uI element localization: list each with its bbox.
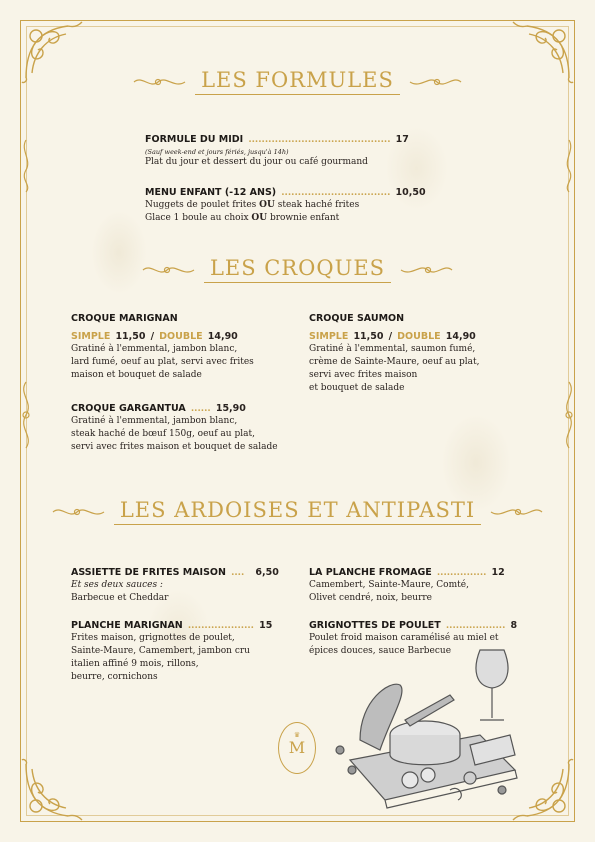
planche-marignan	[71, 613, 272, 684]
simple-label: SIMPLE	[309, 331, 349, 342]
section-heading: LES ARDOISES ET ANTIPASTI	[114, 498, 481, 525]
section-heading: LES FORMULES	[195, 68, 400, 95]
item-price: 17	[395, 134, 409, 145]
item-description: épices douces, sauce Barbecue	[309, 646, 452, 656]
formule-midi	[145, 127, 409, 169]
side-ornament-icon	[16, 130, 36, 200]
double-label: DOUBLE	[159, 331, 203, 342]
leader-dots: .................................	[281, 187, 391, 198]
item-name: PLANCHE MARIGNAN	[71, 620, 183, 631]
section-title-formules	[0, 68, 595, 95]
leader-dots: ....	[231, 567, 245, 578]
item-description: Camembert, Sainte-Maure, Comté,	[309, 580, 469, 590]
section-title-croques	[0, 256, 595, 283]
scroll-ornament-icon	[489, 503, 544, 521]
planche-fromage	[309, 560, 505, 605]
item-note: (Sauf week-end et jours fériés, jusqu'à 14h)	[145, 148, 289, 156]
desc-text: Nuggets de poulet frites	[145, 200, 260, 210]
logo-letter: M	[288, 738, 306, 757]
item-description: crème de Sainte-Maure, oeuf au plat,	[309, 357, 480, 367]
corner-flourish-icon	[18, 754, 88, 824]
item-price: 6,50	[255, 567, 279, 578]
scroll-ornament-icon	[51, 503, 106, 521]
menu-enfant	[145, 180, 426, 225]
scroll-ornament-icon	[408, 73, 463, 91]
croque-saumon	[309, 313, 480, 395]
item-description: lard fumé, oeuf au plat, servi avec frites	[71, 357, 254, 367]
leader-dots: ..................	[445, 620, 506, 631]
side-ornament-icon	[559, 380, 579, 450]
item-price: 15,90	[215, 403, 246, 414]
item-price: 11,50	[115, 331, 146, 342]
desc-text: steak haché frites	[274, 200, 360, 210]
item-price: 8	[510, 620, 518, 631]
croque-marignan	[71, 313, 254, 382]
restaurant-logo	[278, 722, 316, 774]
item-description: italien affiné 9 mois, rillons,	[71, 659, 199, 669]
item-description: Gratiné à l'emmental, saumon fumé,	[309, 344, 476, 354]
item-description: Gratiné à l'emmental, jambon blanc,	[71, 344, 238, 354]
scroll-ornament-icon	[399, 261, 454, 279]
item-name: ASSIETTE DE FRITES MAISON	[71, 567, 226, 578]
item-price: 15	[259, 620, 273, 631]
assiette-frites	[71, 560, 279, 605]
item-description: beurre, cornichons	[71, 672, 158, 682]
item-description: Poulet froid maison caramélisé au miel et	[309, 633, 499, 643]
item-description: Sainte-Maure, Camembert, jambon cru	[71, 646, 250, 656]
or-label: OU	[259, 200, 275, 210]
desc-text: brownie enfant	[267, 213, 340, 223]
item-description: steak haché de bœuf 150g, oeuf au plat,	[71, 429, 255, 439]
item-price: 10,50	[395, 187, 426, 198]
item-note: Et ses deux sauces :	[71, 580, 163, 590]
leader-dots: ...............	[436, 567, 487, 578]
item-description: Plat du jour et dessert du jour ou café gourmand	[145, 157, 368, 167]
item-description: Olivet cendré, noix, beurre	[309, 593, 433, 603]
croque-gargantua	[71, 396, 278, 454]
separator: /	[388, 331, 393, 342]
item-price: 14,90	[207, 331, 238, 342]
item-name: CROQUE SAUMON	[309, 313, 405, 324]
item-name: LA PLANCHE FROMAGE	[309, 567, 432, 578]
leader-dots: ....................	[187, 620, 254, 631]
item-description: et bouquet de salade	[309, 383, 405, 393]
scroll-ornament-icon	[141, 261, 196, 279]
item-description	[145, 212, 426, 225]
desc-text: Glace 1 boule au choix	[145, 213, 252, 223]
item-name: MENU ENFANT (-12 ANS)	[145, 187, 277, 198]
item-description: servi avec frites maison	[309, 370, 418, 380]
item-description: servi avec frites maison et bouquet de salade	[71, 442, 278, 452]
separator: /	[150, 331, 155, 342]
item-description	[145, 199, 426, 212]
cheese-board-illustration	[330, 640, 525, 810]
double-label: DOUBLE	[397, 331, 441, 342]
item-name: CROQUE MARIGNAN	[71, 313, 178, 324]
item-price: 14,90	[445, 331, 476, 342]
item-price: 12	[491, 567, 505, 578]
leader-dots: ...........................................	[248, 134, 391, 145]
item-name: FORMULE DU MIDI	[145, 134, 244, 145]
item-description: Frites maison, grignottes de poulet,	[71, 633, 235, 643]
side-ornament-icon	[559, 130, 579, 200]
side-ornament-icon	[16, 380, 36, 450]
leader-dots: ......	[190, 403, 211, 414]
scroll-ornament-icon	[132, 73, 187, 91]
item-name: CROQUE GARGANTUA	[71, 403, 186, 414]
crown-icon: ♛	[293, 731, 301, 739]
item-description: Barbecue et Cheddar	[71, 593, 169, 603]
or-label: OU	[251, 213, 268, 223]
simple-label: SIMPLE	[71, 331, 111, 342]
section-title-ardoises	[0, 498, 595, 525]
item-price: 11,50	[353, 331, 384, 342]
item-description: maison et bouquet de salade	[71, 370, 202, 380]
item-description: Gratiné à l'emmental, jambon blanc,	[71, 416, 238, 426]
item-name: GRIGNOTTES DE POULET	[309, 620, 441, 631]
section-heading: LES CROQUES	[204, 256, 391, 283]
